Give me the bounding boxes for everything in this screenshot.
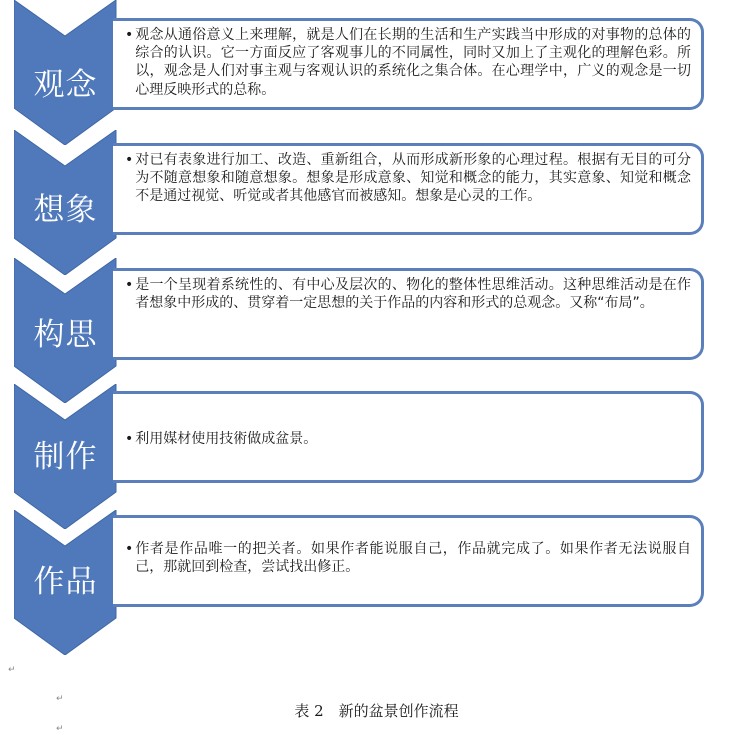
- step-description-box: [113, 268, 704, 360]
- step-title: 观念: [33, 67, 98, 103]
- bullet-icon: •: [125, 27, 134, 43]
- step-description-box: [113, 391, 704, 483]
- bullet-icon: •: [125, 152, 134, 168]
- bullet-icon: •: [125, 541, 134, 557]
- paragraph-mark-icon: ↵: [8, 665, 16, 675]
- paragraph-mark-icon: ↵: [56, 724, 64, 734]
- step-description-box: [113, 143, 704, 235]
- step-title: 制作: [33, 439, 98, 475]
- step-description: 利用媒材使用技術做成盆景。: [135, 431, 318, 447]
- step-description: 观念从通俗意义上来理解，就是人们在长期的生活和生产实践当中形成的对事物的总体的综合的认识。它一方面反应了客观事儿的不同属性，同时又加上了主观化的理解色彩。所以，观念是人们对事主观与客观认识的系统化之集合体。在心理学中，广义的观念是一切心理反映形式的总称。: [135, 27, 691, 98]
- step-description-box: [113, 18, 704, 110]
- paragraph-mark-icon: ↵: [56, 694, 64, 704]
- step-title: 作品: [33, 564, 98, 600]
- step-description-box: [113, 515, 704, 607]
- figure-caption: 表 2 新的盆景创作流程: [294, 702, 459, 720]
- step-title: 构思: [33, 317, 98, 353]
- step-description: 是一个呈现着系统性的、有中心及层次的、物化的整体性思维活动。这种思维活动是在作者想象中形成的、贯穿着一定思想的关于作品的内容和形式的总观念。又称“布局”。: [135, 277, 691, 312]
- bullet-icon: •: [125, 431, 134, 447]
- bullet-icon: •: [125, 277, 134, 293]
- step-title: 想象: [33, 192, 98, 228]
- step-description: 作者是作品唯一的把关者。如果作者能说服自己，作品就完成了。如果作者无法说服自己，那就回到检查，尝试找出修正。: [135, 541, 691, 576]
- step-description: 对已有表象进行加工、改造、重新组合，从而形成新形象的心理过程。根据有无目的可分为不随意想象和随意想象。想象是形成意象、知觉和概念的能力，其实意象、知觉和概念不是通过视觉、听觉或者其他感官而被感知。想象是心灵的工作。: [135, 152, 691, 205]
